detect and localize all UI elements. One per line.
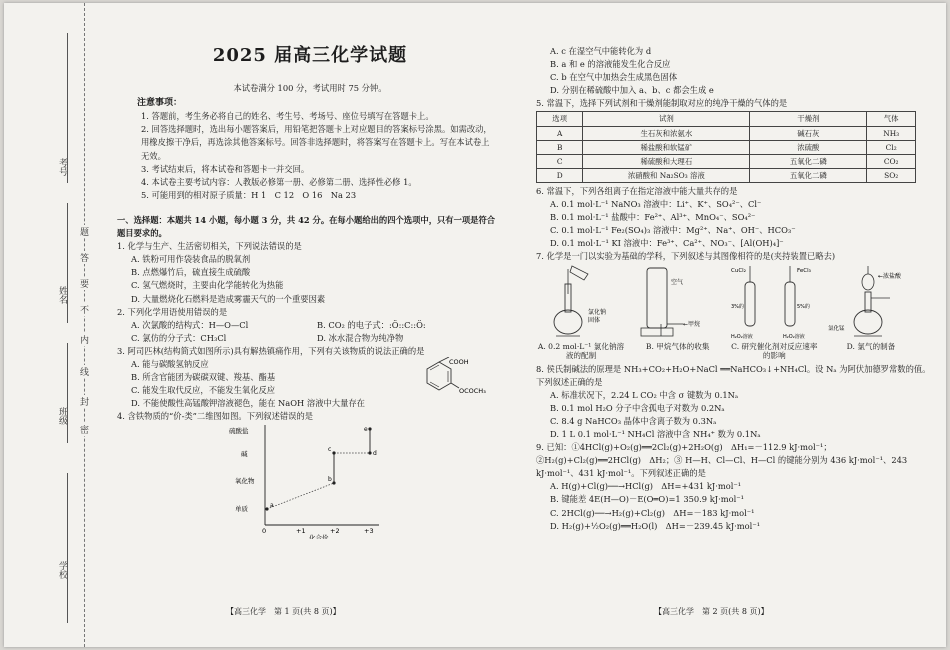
x-tick-label: +3 [364,527,374,536]
aspirin-structure-image [409,357,499,407]
binding-gutter [4,3,104,647]
seal-char: 题 [78,227,88,236]
table-cell: D [537,168,583,182]
page-2-footer: 【高三化学 第 2 页(共 8 页)】 [654,607,769,616]
notice-item: 4. 本试卷主要考试内容：人教版必修第一册、必修第二册、选择性必修 1。 [141,176,417,187]
question-9 [536,441,936,533]
option: B. 0.1 mol·L⁻¹ 盐酸中：Fe²⁺、Al³⁺、MnO₄⁻、SO₄²⁻ [550,212,756,223]
caption-a: A. 0.2 mol·L⁻¹ 氯化钠溶液的配制 [537,341,625,360]
caption-d: D. 氯气的制备 [846,341,896,351]
option: C. 2HCl(g)──→H₂(g)+Cl₂(g) ΔH=－183 kJ·mol⁻¹ [550,507,755,518]
table-cell: CO₂ [867,154,916,168]
table-header-row [537,112,916,126]
page-2-column [536,45,936,533]
x-tick-label: +2 [330,527,340,536]
exam-title: 2025 届高三化学试题 [212,45,408,66]
label-methane: ←甲烷 [683,320,701,328]
point-c [332,452,335,455]
apparatus-a [536,264,624,342]
notice-item: 5. 可能用到的相对原子质量：H 1 C 12 O 16 Na 23 [141,189,357,200]
y-tick-label: 单质 [235,505,248,514]
y-tick-label: 氧化物 [235,477,255,486]
table-cell: NH₃ [867,126,916,140]
notice-heading: 注意事项： [137,98,183,109]
y-tick-label: 碱 [241,450,248,459]
table-cell: 生石灰和浓氨水 [583,126,750,140]
notice-item: 2. 回答选择题时，选出每小题答案后，用铅笔把答题卡上对应题目的答案标号涂黑。如需改动，用橡皮擦干净后，再选涂其他答案标号。回答非选择题时，将答案写在答题卡上。写在本试卷上无效。 [141,124,492,161]
option: B. 键能差 4E(H—O)－E(O═O)=1 350.9 kJ·mol⁻¹ [550,494,744,505]
option: B. 所含官能团为碳碳双键、羧基、酯基 [131,372,276,383]
valence-category-chart [117,423,503,539]
seal-char: 线 [78,367,88,376]
option: D. 冰水混合物为纯净物 [317,332,404,343]
option: B. CO₂ 的电子式：:Ö::C::Ö: [317,319,426,330]
apparatus-c [731,264,819,342]
school-line [67,473,68,623]
option: C. 8.4 g NaHCO₃ 晶体中含离子数为 0.3Nₐ [550,415,717,426]
y-tick-label: 硫酸盐 [229,427,249,436]
cooh-label: COOH [449,357,469,366]
table-cell: 浓硝酸和 Na₂SO₃ 溶液 [583,168,750,182]
option: C. 0.1 mol·L⁻¹ Fe₂(SO₄)₃ 溶液中：Mg²⁺、Na⁺、OH⁻、HCO₃⁻ [550,225,796,236]
table-row [537,168,916,182]
page-1-footer: 【高三化学 第 1 页(共 8 页)】 [226,607,341,616]
question-stem: 2. 下列化学用语使用错误的是 [117,306,228,317]
option: D. 0.1 mol·L⁻¹ KI 溶液中：Fe³⁺、Ca²⁺、NO₃⁻、[Al(OH)₄]⁻ [550,238,784,249]
table-cell: Cl₂ [867,140,916,154]
point-e [368,428,371,431]
question-4 [117,410,503,543]
option: C. b 在空气中加热会生成黑色固体 [550,72,678,83]
table-header: 选项 [537,112,583,126]
apparatus-d [828,264,916,342]
exam-intro: 本试卷满分 100 分，考试用时 75 分钟。 [233,83,387,94]
label-nacl [588,308,606,324]
question-3 [117,345,503,410]
question-stem: 3. 阿司匹林(结构简式如图所示)具有解热镇痛作用，下列有关该物质的说法正确的是 [117,345,425,356]
question-stem: 4. 含铁物质的“价-类”二维图如图。下列叙述错误的是 [117,411,314,422]
question-stem: 1. 化学与生产、生活密切相关，下列说法错误的是 [117,241,302,252]
caption-b: B. 甲烷气体的收集 [645,341,710,351]
question-1 [117,240,503,305]
label-fecl3: FeCl₃ [796,267,811,274]
chlorine-prep-image [828,264,916,342]
table-cell: 五氧化二磷 [750,168,867,182]
point-label: c [328,446,332,454]
question-5 [536,97,936,183]
relation-path [267,429,370,509]
option: A. 能与碳酸氢钠反应 [131,358,209,369]
table-cell: 稀硫酸和大理石 [583,154,750,168]
exam-number-line [67,33,68,183]
table-cell: A [537,126,583,140]
option: A. c 在湿空气中能转化为 d [550,46,652,56]
option: A. 次氯酸的结构式：H—O—Cl [131,319,249,330]
point-a [265,508,268,511]
point-label: e [364,426,368,434]
option: A. 0.1 mol·L⁻¹ NaNO₃ 溶液中：Li⁺、K⁺、SO₄²⁻、Cl⁻ [550,199,762,210]
apparatus-captions [536,342,916,361]
volumetric-flask-image [536,264,624,342]
class-line [67,343,68,443]
x-tick-label: +1 [296,527,306,536]
option: B. 点燃爆竹后，硫直接生成硫酸 [131,267,251,278]
apparatus-b [633,264,721,342]
table-cell: B [537,140,583,154]
school-label: 学校 [57,561,67,579]
table-cell: SO₂ [867,168,916,182]
reagent-table [536,111,916,182]
table-cell: C [537,154,583,168]
table-cell: 碱石灰 [750,126,867,140]
question-6 [536,185,936,250]
x-tick-label: 0 [262,527,267,536]
x-axis-label: 化合价 [309,534,329,540]
label-nacl-line: 固体 [588,316,601,324]
option: D. 不能使酸性高锰酸钾溶液褪色，能在 NaOH 溶液中大量存在 [131,398,365,409]
question-stem: 5. 常温下，选择下列试剂和干燥剂能制取对应的纯净干燥的气体的是 [536,98,788,109]
question-stem: 6. 常温下，下列各组离子在指定溶液中能大量共存的是 [536,185,738,196]
seal-char: 答 [78,253,88,262]
table-cell: 浓硫酸 [750,140,867,154]
name-line [67,203,68,323]
notice-item: 3. 考试结束后，将本试卷和答题卡一并交回。 [141,163,310,174]
option: A. H(g)+Cl(g)──→HCl(g) ΔH=+431 kJ·mol⁻¹ [550,481,742,492]
option: D. 1 L 0.1 mol·L⁻¹ NH₄Cl 溶液中含 NH₄⁺ 数为 0.1Nₐ [550,428,761,439]
gas-collection-image [633,264,721,342]
table-header: 试剂 [583,112,750,126]
option: D. 大量燃烧化石燃料是造成雾霾天气的一个重要因素 [131,293,326,304]
seal-char: 内 [78,335,88,344]
option: D. H₂(g)+½O₂(g)══H₂O(l) ΔH=－239.45 kJ·mol⁻¹ [550,520,761,531]
label-hcl: ←浓盐酸 [877,272,902,280]
label-air: 空气 [671,278,684,286]
label-h2o2-left: 3%的 [730,303,744,310]
label-h2o2-sol: H₂O₂溶液 [730,333,753,340]
name-label: 姓名 [57,286,67,304]
seal-dashed-line [84,3,85,647]
option: C. 氯仿的分子式：CH₃Cl [131,332,227,343]
option: A. 铁粉可用作袋装食品的脱氧剂 [131,254,251,265]
label-h2o2-right: 5%的 [796,303,810,310]
point-d [368,452,371,455]
table-row [537,140,916,154]
point-label: d [373,450,377,458]
table-header: 干燥剂 [750,112,867,126]
apparatus-figures [536,264,916,342]
exam-sheet [4,3,946,647]
question-stem: 8. 侯氏制碱法的原理是 NH₃+CO₂+H₂O+NaCl ══NaHCO₃↓+NH₄Cl。设 Nₐ 为阿伏加德罗常数的值。下列叙述正确的是 [536,363,931,387]
option: A. 标准状况下，2.24 L CO₂ 中含 σ 键数为 0.1Nₐ [550,389,739,400]
option: C. 能发生取代反应，不能发生氧化反应 [131,385,276,396]
label-mno2: 氯化锰 [827,325,845,332]
catalyst-test-image [731,264,819,342]
option: B. 0.1 mol H₂O 分子中含孤电子对数为 0.2Nₐ [550,402,725,413]
exam-number-label: 考号 [57,158,67,176]
seal-char: 封 [78,397,88,406]
table-header: 气体 [867,112,916,126]
seal-char: 密 [78,425,88,434]
option: C. 氢气燃烧时，主要由化学能转化为热能 [131,280,284,291]
ester-label: OCOCH₃ [459,386,486,395]
label-nacl-line: 氯化钠 [588,308,607,316]
point-label: a [270,502,274,510]
question-8 [536,363,936,442]
table-row [537,154,916,168]
option: D. 分别在稀硫酸中加入 a、b、c 都会生成 e [550,85,714,96]
label-cucl2: CuCl₂ [730,267,746,274]
table-cell: 五氧化二磷 [750,154,867,168]
question-stem: 7. 化学是一门以实验为基础的学科，下列叙述与其图像相符的是(夹持装置已略去) [536,251,836,262]
caption-c: C. 研究催化剂对反应速率的影响 [731,341,818,360]
option: B. a 和 e 的溶液能发生化合反应 [550,59,671,70]
point-b [332,482,335,485]
page-1-column [117,3,503,544]
question-stem: 9. 已知：①4HCl(g)+O₂(g)══2Cl₂(g)+2H₂O(g) ΔH₁=－112.9 kJ·mol⁻¹；②H₂(g)+Cl₂(g)══2HCl(g) ΔH₂；③ H—H、Cl—Cl、H—Cl 的键能分别为 436 kJ·mol⁻¹、243 kJ·mol⁻¹、431 kJ·mol⁻¹。下列叙述正确的是 [536,442,908,479]
table-cell: 稀盐酸和软锰矿 [583,140,750,154]
label-h2o2-sol: H₂O₂溶液 [782,333,805,340]
section-1-heading: 一、选择题：本题共 14 小题，每小题 3 分，共 42 分。在每小题给出的四个选项中，只有一项是符合题目要求的。 [117,214,496,239]
question-7 [536,250,936,360]
table-row [537,126,916,140]
notice-item: 1. 答题前，考生务必将自己的姓名、考生号、考场号、座位号填写在答题卡上。 [141,111,434,122]
seal-char: 不 [78,305,88,314]
question-2 [117,306,503,345]
seal-char: 要 [78,279,88,288]
class-label: 班级 [57,407,67,425]
point-label: b [328,476,332,484]
